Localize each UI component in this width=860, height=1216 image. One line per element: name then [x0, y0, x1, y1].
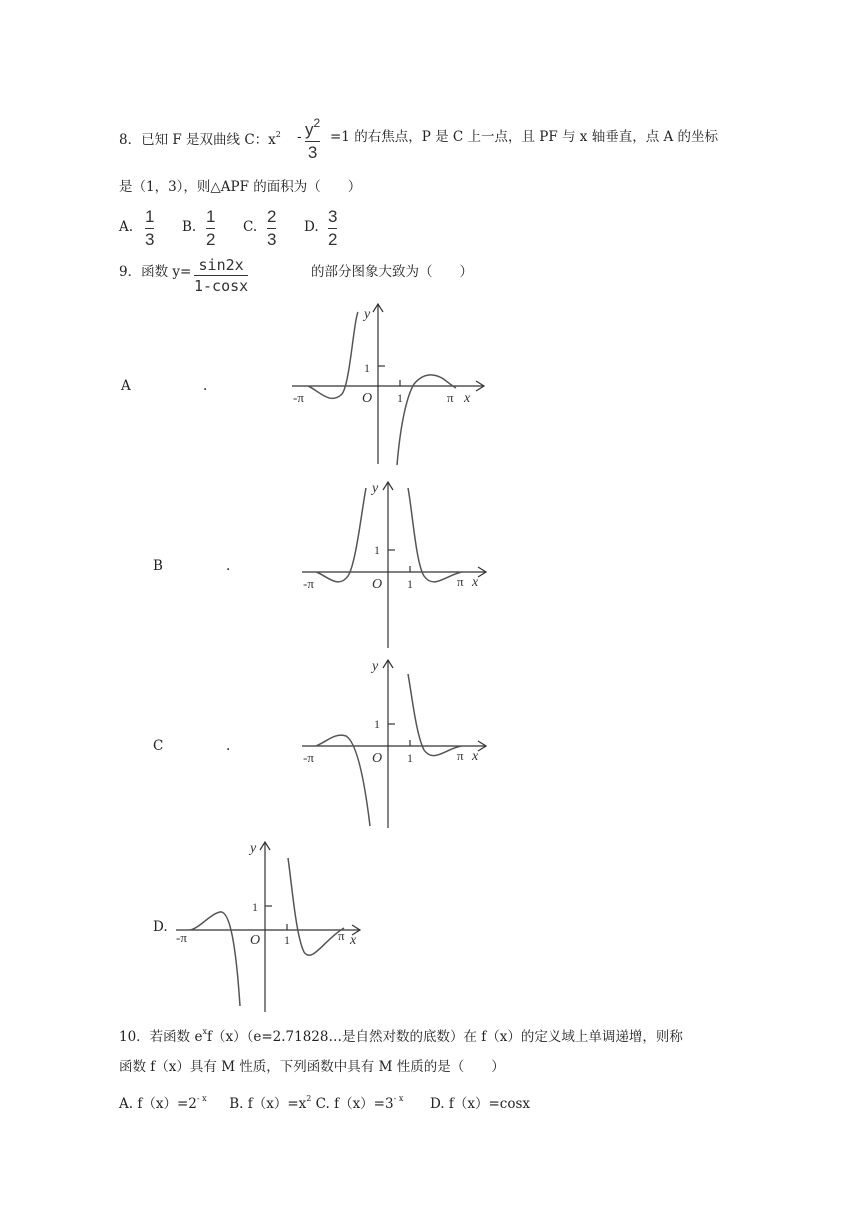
q9-b-one-y: 1 — [374, 543, 380, 557]
q8-option-d-fraction: 3 2 — [328, 207, 338, 249]
q9-c-y-label: y — [372, 659, 379, 674]
q9-b-x-label: x — [472, 575, 479, 590]
q9-option-b-dot: . — [226, 558, 231, 574]
q8-line1-prefix: 8．已知 F 是双曲线 C：$x^2$ — [119, 130, 281, 148]
q9-d-neg-pi: -π — [176, 930, 187, 945]
q9-d-x-label: x — [350, 933, 357, 948]
q9-b-y-label: y — [372, 481, 379, 496]
q10-option-d: D. f（x）=cosx — [429, 1096, 531, 1112]
q9-a-neg-pi: -π — [293, 390, 304, 405]
q9-option-c-graph — [300, 656, 500, 828]
q9-a-origin: O — [362, 391, 373, 406]
q10-option-a: A. $f(x)=2^{- x}$ — [119, 1094, 207, 1112]
q9-d-pi: π — [338, 928, 345, 943]
q8-option-d-label: D. — [304, 219, 319, 235]
q9-c-origin: O — [372, 751, 383, 766]
q9-d-origin: O — [250, 933, 261, 948]
q9-function-fraction: sin2x 1-cosx — [194, 256, 249, 295]
q8-minus-sign: - — [297, 129, 302, 145]
q9-c-one-x: 1 — [407, 751, 413, 765]
q9-b-neg-pi: -π — [303, 576, 314, 591]
q9-a-pi: π — [447, 390, 454, 405]
q9-option-b-label: B — [153, 558, 163, 574]
q8-option-c-label: C. — [243, 219, 258, 235]
q8-option-c-fraction: 2 3 — [267, 207, 277, 249]
q10-options — [119, 1095, 530, 1112]
q9-prefix: 9．函数 y= — [119, 264, 192, 280]
q9-c-one-y: 1 — [374, 717, 380, 731]
q9-option-a-label: A — [121, 378, 131, 394]
q9-b-pi: π — [457, 574, 464, 589]
q9-c-neg-pi: -π — [303, 750, 314, 765]
q10-option-c: C. $f(x)=3^{- x}$ — [315, 1094, 404, 1112]
q9-a-y-label: y — [364, 307, 371, 322]
q8-option-a-fraction: 1 3 — [145, 207, 155, 249]
q9-c-pi: π — [457, 748, 464, 763]
q9-option-d-graph — [174, 836, 374, 1014]
q8-option-b-label: B. — [182, 219, 197, 235]
q9-a-x-label: x — [464, 391, 471, 406]
q9-d-one-x: 1 — [284, 933, 290, 947]
q8-line1-suffix: =1 的右焦点，P 是 C 上一点，且 PF 与 x 轴垂直，点 A 的坐标 — [330, 129, 719, 145]
q9-a-one-y: 1 — [364, 361, 370, 375]
q9-option-a-graph — [290, 298, 490, 468]
q10-option-b: B. $f(x)=x^2$ — [229, 1094, 312, 1112]
q9-d-y-label: y — [250, 841, 257, 856]
q9-a-one-x: 1 — [397, 391, 403, 405]
q8-fraction-y2-over-3: $y^2$ 3 — [305, 116, 321, 162]
q9-b-one-x: 1 — [407, 577, 413, 591]
q9-b-origin: O — [372, 577, 383, 592]
q9-c-x-label: x — [472, 749, 479, 764]
q8-square-sup: 2 — [275, 130, 281, 139]
q9-option-c-dot: . — [226, 738, 231, 754]
q9-option-b-graph — [300, 478, 500, 648]
q9-option-a-dot: . — [203, 378, 208, 394]
q8-options — [119, 207, 379, 249]
q9-d-one-y: 1 — [252, 900, 258, 914]
q8-option-a-label: A. — [119, 219, 134, 235]
q10-line1: 10．若函数 $e^xf(x)(e=2.71828\dots$是自然对数的底数）在 f（x）的定义域上单调递增，则称 — [119, 1027, 683, 1045]
q9-suffix: 的部分图象大致为（ ） — [311, 264, 473, 280]
q9-option-d-label: D. — [153, 919, 168, 935]
q8-option-b-fraction: 1 2 — [206, 207, 216, 249]
q10-line2: 函数 f（x）具有 M 性质，下列函数中具有 M 性质的是（ ） — [119, 1059, 505, 1075]
q10-exp-x: x — [202, 1027, 207, 1036]
q8-line2: 是（1，3），则△APF 的面积为（ ） — [119, 179, 362, 195]
q9-option-c-label: C — [153, 738, 164, 754]
